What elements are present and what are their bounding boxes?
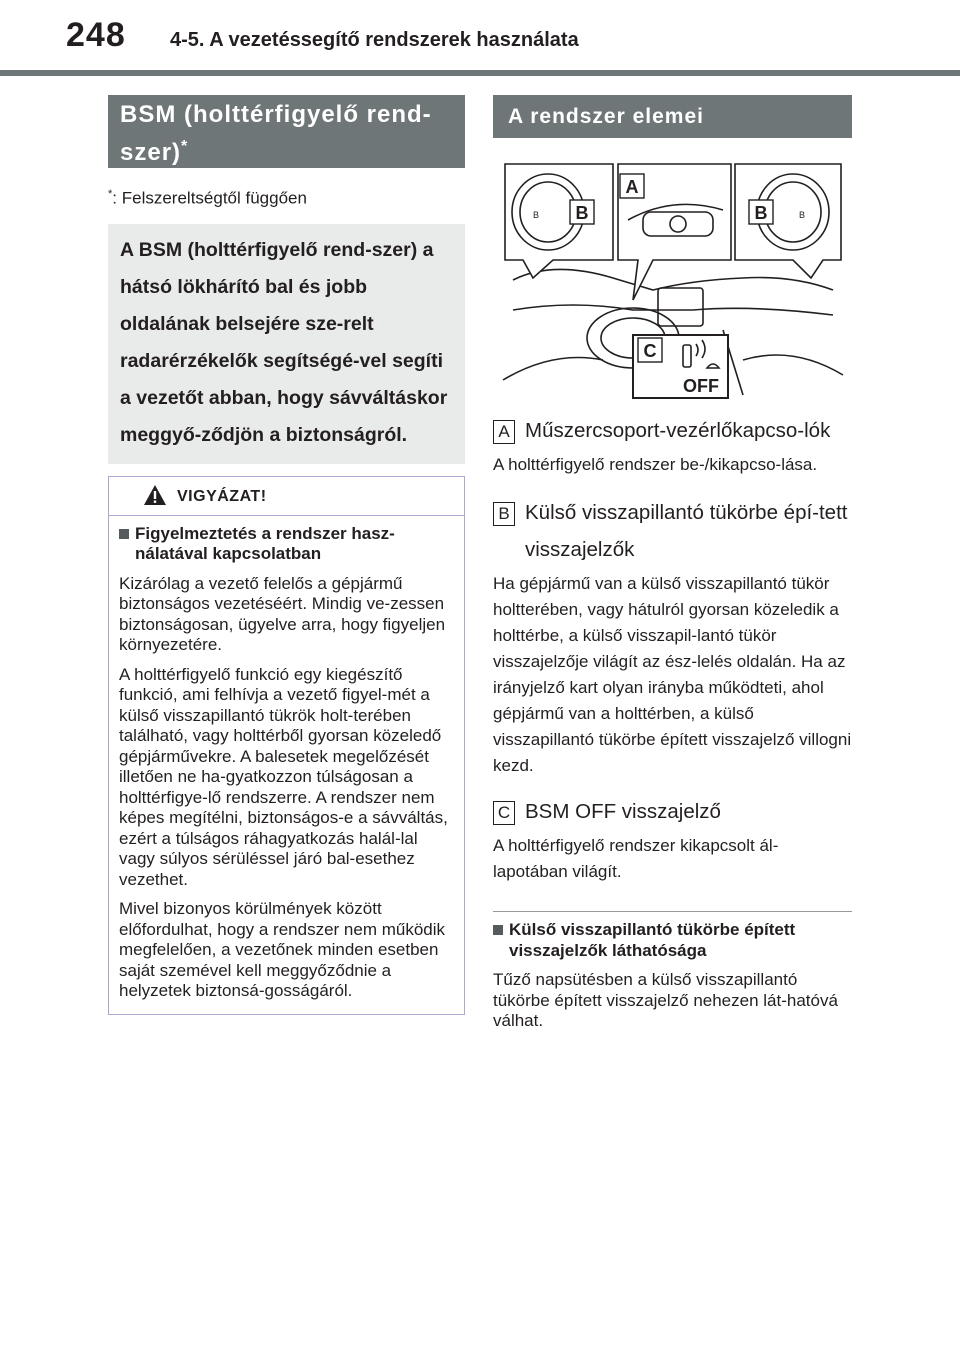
item-description: A holttérfigyelő rendszer be-/kikapcso-lása. xyxy=(493,455,818,474)
element-item-a xyxy=(493,412,852,478)
left-column xyxy=(108,95,465,1015)
system-illustration xyxy=(493,160,852,402)
intro-box: A BSM (holttérfigyelő rend-szer) a hátsó lökhárító bal és jobb oldalának belsejére sze-relt radarérzékelők segítségé-vel segíti a vezetőt abban, hogy sávváltáskor meggyő-ződjön a biztonságról. xyxy=(108,224,465,464)
item-heading-text: Műszercsoport-vezérlőkapcso-lók xyxy=(525,419,831,442)
bsm-title-mark: * xyxy=(181,138,189,155)
caution-paragraph: Mivel bizonyos körülmények között előfordulhat, hogy a rendszer nem működik megfelelően, a vezetőnek minden esetben saját szemével kell meggyőződnie a helyzetek biztonsá-gosságáról. xyxy=(119,899,446,1001)
item-heading xyxy=(493,494,852,568)
footnote-mark: * xyxy=(108,188,113,200)
caution-subheading-text: Figyelmeztetés a rendszer hasz-nálatával kapcsolatban xyxy=(135,523,395,564)
caution-header xyxy=(109,477,464,516)
square-bullet-icon xyxy=(493,925,503,935)
right-column xyxy=(493,95,852,1032)
header-rule xyxy=(0,70,960,76)
display-screen-icon xyxy=(658,288,703,326)
chapter-title: 4-5. A vezetéssegítő rendszerek használata xyxy=(170,29,579,51)
item-description: Ha gépjármű van a külső visszapillantó tükör holtterében, vagy hátulról gyorsan közeledik a holttérbe, a külső visszapil-lantó tükör visszajelzője világít az ész-lelés oldalán. Ha az irányjelző kart olyan irányba működteti, ahol gépjármű van a holttérben, a külső visszapillantó tükörbe épített visszajelző villogni kezd. xyxy=(493,574,852,775)
caution-paragraph: Kizárólag a vezető felelős a gépjármű biztonságos vezetéséért. Mindig ve-zessen biztonságosan, ügyelve arra, hogy figyeljen környezetére. xyxy=(119,573,446,655)
item-letter-b: B xyxy=(493,502,515,526)
illustration-label-c: C xyxy=(643,341,657,361)
svg-text:B: B xyxy=(533,210,540,220)
warning-triangle-icon xyxy=(143,484,167,512)
caution-body xyxy=(109,516,464,1014)
item-heading-text: Külső visszapillantó tükörbe épí-tett visszajelzők xyxy=(525,501,848,561)
item-heading-text: BSM OFF visszajelző xyxy=(525,800,721,823)
item-letter-a: A xyxy=(493,420,515,444)
footnote xyxy=(108,188,465,209)
caution-paragraph: A holttérfigyelő funkció egy kiegészítő funkció, ami felhívja a vezető figyel-mét a külső visszapillantó tükrök holt-terében található, vagy holttérből gyorsan közeledő gépjárművekre. A balesetek megelőzését illetően ne ha-gyatkozzon túlságosan a holttérfigye-lő rendszerre. A rendszer nem képes megítélni, biztonságos-e a sávváltás, ezért a túlságos ráhagyatkozás halál-lal vagy súlyos sérüléssel járó bal-esethez vezethet. xyxy=(119,664,448,889)
square-bullet-icon xyxy=(119,529,129,539)
illustration-label-a: A xyxy=(625,177,639,197)
item-letter-c: C xyxy=(493,801,515,825)
caution-title: VIGYÁZAT! xyxy=(177,487,267,505)
item-heading xyxy=(493,412,852,449)
illustration-label-b-left: B xyxy=(575,203,589,223)
item-description: A holttérfigyelő rendszer kikapcsolt ál-lapotában világít. xyxy=(493,836,779,881)
elements-section-title: A rendszer elemei xyxy=(493,95,852,138)
svg-text:B: B xyxy=(799,210,806,220)
off-indicator-text: OFF xyxy=(683,376,719,396)
bsm-section-title xyxy=(108,95,465,168)
note-heading-text: Külső visszapillantó tükörbe épített visszajelzők láthatósága xyxy=(509,920,796,960)
illustration-label-b-right: B xyxy=(754,203,768,223)
bsm-title-text: BSM (holttérfigyelő rend-szer) xyxy=(120,101,432,166)
section-divider xyxy=(493,911,852,912)
item-heading xyxy=(493,793,852,830)
footnote-text: : Felszereltségtől függően xyxy=(112,188,307,208)
caution-box xyxy=(108,476,465,1015)
element-item-b xyxy=(493,494,852,779)
caution-subheading xyxy=(119,524,454,565)
page-header xyxy=(0,0,960,78)
page-number: 248 xyxy=(66,16,126,54)
note-heading xyxy=(493,920,852,961)
element-item-c xyxy=(493,793,852,885)
note-body: Tűző napsütésben a külső visszapillantó tükörbe épített visszajelző nehezen lát-hatóvá válhat. xyxy=(493,970,838,1030)
